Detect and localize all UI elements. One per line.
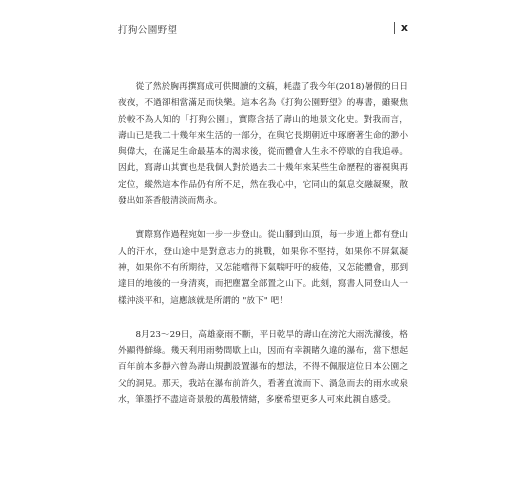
paragraph-1: 從了然於胸再撰寫成可供閱讀的文稿，耗盡了我今年(2018)暑假的日日夜夜，不過卻相當滿足而快樂。這本名為《打狗公園野望》的專書，雖聚焦於較不為人知的「打狗公園」，實際含括了壽山的地景文化史。對我而言，壽山已是我二十幾年來生活的一部分，在與它長期朝近中琢磨著生命的渺小與偉大，在滿足生命最基本的渴求後，從而體會人生永不停歇的自我追尋。因此，寫壽山其實也是我個人對於過去二十幾年來某些生命歷程的審視與再定位，縱然這本作品仍有所不足，然在我心中，它同山的氣息交融凝聚，散發出如茶香般清淡而雋永。 bbox=[118, 82, 408, 207]
paragraph-2: 實際寫作過程宛如一步一步登山。從山腳到山頂，每一步道上都有登山人的汗水，登山途中是對意志力的挑戰，如果你不堅持，如果你不屏氣凝神，如果你不有所期待，又怎能嚐得下氣喘吁吁的疲倦，又怎能體會，那到達目的地後的一身清爽，而把塵囂全部置之山下。此刻，寫書人同登山人一樣沖淡平和，這應該就是所謂的 "放下" 吧！ bbox=[118, 230, 408, 306]
header-divider bbox=[394, 22, 395, 34]
page-header bbox=[118, 20, 408, 40]
paragraph-3: 8月23～29日，高雄豪雨不斷，平日乾旱的壽山在滂沱大雨洗滌後，格外顯得鮮綠。幾天利用雨勢間歇上山，因而有幸親睹久違的瀑布，當下想起百年前本多靜六曾為壽山規劃設置瀑布的想法，不得不佩服這位日本公園之父的洞見。那天，我站在瀑布前許久，看著直流而下、渦急而去的雨水或泉水，筆墨抒不盡這奇景般的萬般情緒，多麼希望更多人可來此親自感受。 bbox=[118, 329, 408, 406]
close-button[interactable] bbox=[386, 20, 408, 36]
book-title: 打狗公園野望 bbox=[118, 25, 178, 36]
close-icon[interactable]: x bbox=[400, 21, 408, 34]
document-body bbox=[118, 79, 408, 426]
